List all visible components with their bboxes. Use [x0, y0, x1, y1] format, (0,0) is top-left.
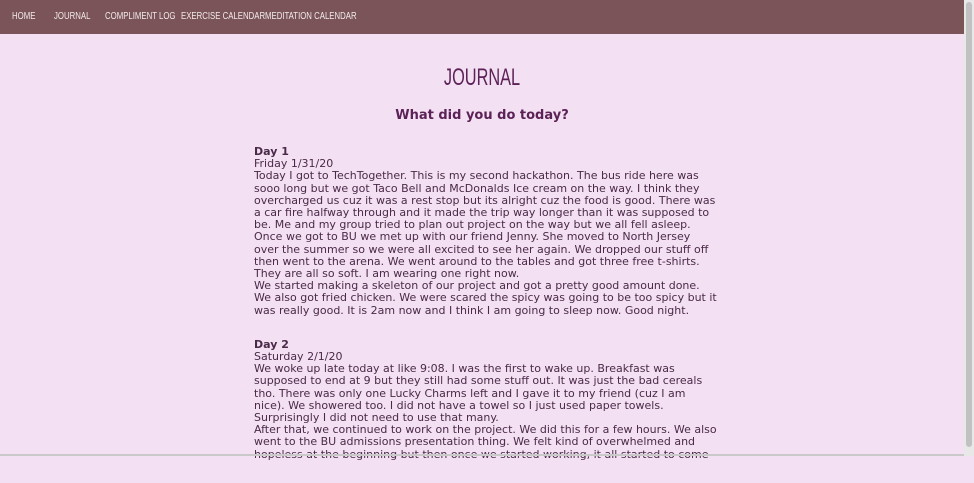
entry-paragraph: We woke up late today at like 9:08. I was the first to wake up. Breakfast was supposed to end at 9 but they still had some stuff out. It was just the bad cereals tho. There was only one Lucky Charms left and I gave it to my friend (cuz I am nice). We showered too. I did not have a towel so I just used paper towels. Surprisingly I did not need to use that many. [254, 362, 703, 425]
nav-exercise-calendar-link[interactable]: EXERCISE CALENDAR [181, 11, 266, 22]
journal-entry [254, 339, 718, 461]
top-navbar [0, 0, 964, 34]
entry-paragraph: Once we got to BU we met up with our friend Jenny. She moved to North Jersey over the summer so we were all excited to see her again. We dropped our stuff off then went to the arena. We went around to the tables and got three free t-shirts. They are all so soft. I am wearing one right now. [254, 230, 709, 281]
scrollbar-thumb[interactable] [966, 2, 972, 447]
entry-paragraph: Today I got to TechTogether. This is my second hackathon. The bus ride here was sooo long but we got Taco Bell and McDonalds Ice cream on the way. I think they overcharged us cuz it was a rest stop but its alright cuz the food is good. There was a car fire halfway through and it made the trip way longer than it was supposed to be. Me and my group tried to plan out project on the way but we all fell asleep. [254, 169, 716, 232]
entry-day-label: Day 2 [254, 337, 289, 351]
vertical-scrollbar[interactable] [964, 0, 974, 456]
entry-day-label: Day 1 [254, 145, 289, 158]
journal-entry [254, 146, 718, 317]
page-subtitle: What did you do today? [395, 108, 569, 123]
entry-date: Saturday 2/1/20 [254, 350, 343, 364]
entry-paragraph: We started making a skeleton of our project and got a pretty good amount done. We also got fried chicken. We were scared the spicy was going to be too spicy but it was really good. It is 2am now and I think I am going to sleep now. Good night. [254, 279, 717, 317]
nav-compliment-log-link[interactable]: COMPLIMENT LOG [105, 11, 176, 22]
entry-date: Friday 1/31/20 [254, 157, 334, 171]
nav-journal-link[interactable]: JOURNAL [54, 11, 91, 22]
nav-meditation-calendar-link[interactable]: MEDITATION CALENDAR [265, 11, 357, 22]
journal-entries [254, 146, 718, 483]
page-title [0, 64, 964, 92]
entry-paragraph: After that, we continued to work on the project. We did this for a few hours. We also went to the BU admissions presentation thing. We felt kind of overwhelmed and [254, 423, 717, 449]
nav-home-link[interactable]: HOME [12, 11, 36, 22]
page-title-text: JOURNAL [443, 64, 521, 91]
